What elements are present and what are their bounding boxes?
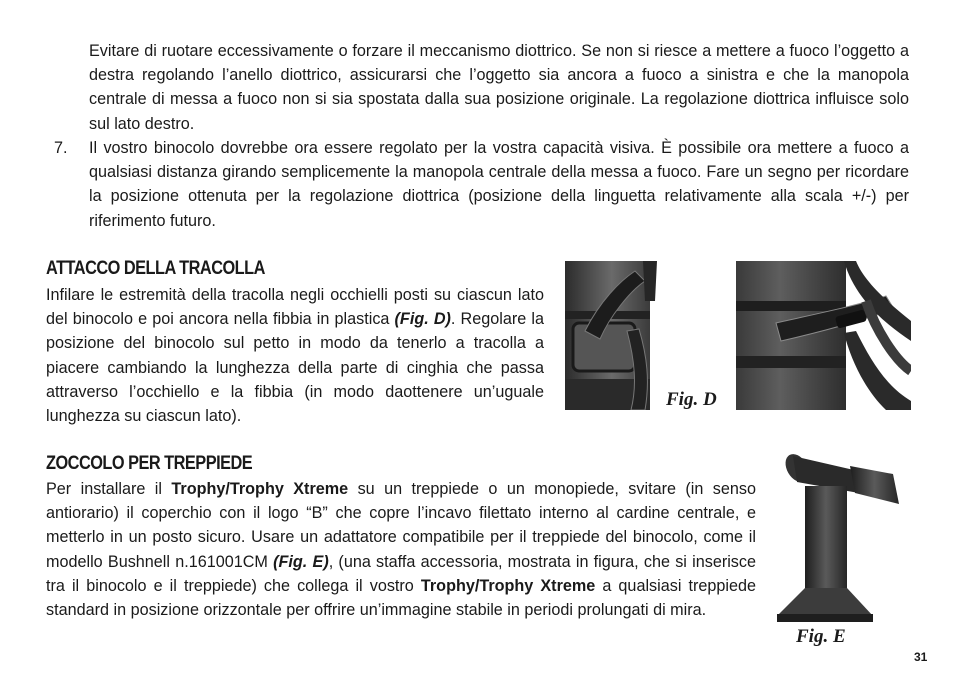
step-number: 7. <box>54 139 68 157</box>
fig-d-photo-right <box>736 261 911 410</box>
fig-e-label: Fig. E <box>796 626 846 647</box>
tripod-heading: ZOCCOLO PER TREPPIEDE <box>46 453 253 474</box>
fig-d-reference: (Fig. D) <box>394 310 451 329</box>
tripod-text-4: a qualsiasi treppiede standard in posizione orizzontale per offrire un’immagine stabile in periodi prolungati di mira. <box>46 576 756 620</box>
fig-d-photo-left <box>565 261 663 410</box>
binocular-strap-photo-1 <box>565 261 663 410</box>
strap-heading: ATTACCO DELLA TRACOLLA <box>46 258 265 279</box>
tripod-text-2: su un treppiede o un monopiede, svitare (in senso antiorario) il coperchio con il logo “B” che copre l’incavo filettato interno al cardine centrale, e metterlo in un posto sicuro. Usare un adattatore compatibile per il treppiede del binocolo, come il modello Bushnell n.161001CM <box>46 480 756 571</box>
fig-e-photo <box>775 448 905 626</box>
binocular-strap-photo-2 <box>736 261 911 410</box>
tripod-adapter-photo <box>775 448 905 626</box>
step-7-text: Il vostro binocolo dovrebbe ora essere regolato per la vostra capacità visiva. È possibile ora mettere a fuoco a qualsiasi distanza girando semplicemente la manopola centrale della messa a fuoco. Fare un segno per ricordare la posizione ottenuta per la regolazione diottrica (posizione della linguetta relativamente alla scala +/-) per riferimento futuro. <box>89 139 909 230</box>
product-name-2: Trophy/Trophy Xtreme <box>420 576 596 595</box>
strap-paragraph <box>46 283 544 428</box>
tripod-text-1: Per installare il <box>46 480 172 498</box>
fig-d-label: Fig. D <box>666 389 717 410</box>
strap-text-2: . Regolare la posizione del binocolo sul petto in modo da tenerlo a tracolla a piacere cambiando la lunghezza della parte di cinghia che passa attraverso l’occhiello e la fibbia (in modo daottenere un’uguale lunghezza su ciascun lato). <box>46 310 544 426</box>
tripod-paragraph <box>46 477 756 622</box>
tripod-text-3: , (una staffa accessoria, mostrata in figura, che si inserisce tra il binocolo e il treppiede) che collega il vostro <box>46 552 756 595</box>
intro-paragraph: Evitare di ruotare eccessivamente o forzare il meccanismo diottrico. Se non si riesce a mettere a fuoco l’oggetto a destra regolando l’anello diottrico, assicurarsi che l’oggetto sia ancora a fuoco a sinistra e che la manopola centrale di messa a fuoco non si sia spostata dalla sua posizione originale. La regolazione diottrica influisce solo sul lato destro. <box>89 42 909 133</box>
product-name-1: Trophy/Trophy Xtreme <box>171 480 349 498</box>
strap-text-1: Infilare le estremità della tracolla negli occhielli posti su ciascun lato del binocolo e poi ancora nella fibbia in plastica <box>46 286 544 329</box>
page-number: 31 <box>914 650 928 664</box>
fig-e-reference: (Fig. E) <box>273 552 329 571</box>
